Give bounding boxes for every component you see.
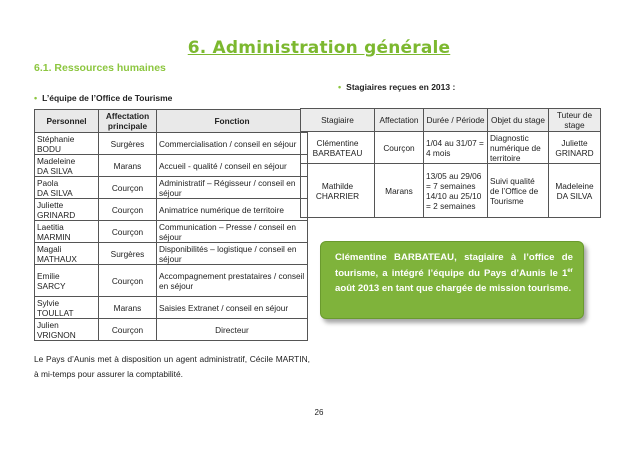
staff-role: Administratif – Régisseur / conseil en séjour: [157, 177, 308, 199]
intern-subject: Diagnostic numérique de territoire: [488, 132, 549, 164]
table-row: [35, 297, 308, 319]
table-row: [301, 164, 601, 218]
staff-site: Courçon: [99, 265, 157, 297]
staff-role: Accueil - qualité / conseil en séjour: [157, 155, 308, 177]
staff-name: Stéphanie BODU: [35, 133, 99, 155]
staff-site: Surgères: [99, 133, 157, 155]
intern-period: 13/05 au 29/06 = 7 semaines 14/10 au 25/10 = 2 semaines: [424, 164, 488, 218]
staff-role: Saisies Extranet / conseil en séjour: [157, 297, 308, 319]
intern-name: Mathilde CHARRIER: [301, 164, 375, 218]
table-row: [35, 133, 308, 155]
staff-name: Paola DA SILVA: [35, 177, 99, 199]
callout-box: [320, 241, 584, 319]
staff-name: Juliette GRINARD: [35, 199, 99, 221]
staff-site: Courçon: [99, 319, 157, 341]
staff-name: Laetitia MARMIN: [35, 221, 99, 243]
table-row: [301, 132, 601, 164]
bullet-icon: •: [34, 93, 38, 103]
table-header-row: [301, 109, 601, 132]
interns-heading: [338, 82, 455, 92]
staff-table: [34, 109, 308, 341]
table-row: [35, 221, 308, 243]
staff-site: Courçon: [99, 221, 157, 243]
intern-site: Marans: [375, 164, 424, 218]
column-header: Durée / Période: [424, 109, 488, 132]
column-header: Tuteur de stage: [549, 109, 601, 132]
staff-heading-text: L’équipe de l’Office de Tourisme: [42, 93, 173, 103]
table-row: [35, 199, 308, 221]
staff-name: Magali MATHAUX: [35, 243, 99, 265]
staff-role: Disponibilités – logistique / conseil en séjour: [157, 243, 308, 265]
staff-site: Marans: [99, 155, 157, 177]
table-row: [35, 265, 308, 297]
intern-subject: Suivi qualité de l’Office de Tourisme: [488, 164, 549, 218]
staff-name: Emilie SARCY: [35, 265, 99, 297]
callout-text: Clémentine BARBATEAU, stagiaire à l’office de tourisme, a intégré l’équipe du Pays d’Aunis le 1er août 2013 en tant que chargée de mission tourisme.: [335, 252, 573, 294]
staff-site: Surgères: [99, 243, 157, 265]
column-header: Stagiaire: [301, 109, 375, 132]
staff-site: Courçon: [99, 177, 157, 199]
intern-tutor: Juliette GRINARD: [549, 132, 601, 164]
column-header: Affectation: [375, 109, 424, 132]
table-row: [35, 243, 308, 265]
intern-name: Clémentine BARBATEAU: [301, 132, 375, 164]
staff-site: Courçon: [99, 199, 157, 221]
staff-name: Julien VRIGNON: [35, 319, 99, 341]
bullet-icon: •: [338, 82, 342, 92]
staff-role: Commercialisation / conseil en séjour: [157, 133, 308, 155]
section-heading: 6.1. Ressources humaines: [34, 62, 166, 74]
staff-role: Communication – Presse / conseil en séjour: [157, 221, 308, 243]
column-header: Personnel: [35, 110, 99, 133]
staff-name: Madeleine DA SILVA: [35, 155, 99, 177]
staff-role: Directeur: [157, 319, 308, 341]
staff-role: Animatrice numérique de territoire: [157, 199, 308, 221]
staff-site: Marans: [99, 297, 157, 319]
interns-heading-text: Stagiaires reçues en 2013 :: [346, 82, 456, 92]
page-title: 6. Administration générale: [187, 38, 451, 58]
table-row: [35, 177, 308, 199]
table-header-row: [35, 110, 308, 133]
intern-period: 1/04 au 31/07 = 4 mois: [424, 132, 488, 164]
column-header: Affectation principale: [99, 110, 157, 133]
intern-tutor: Madeleine DA SILVA: [549, 164, 601, 218]
staff-role: Accompagnement prestataires / conseil en séjour: [157, 265, 308, 297]
column-header: Objet du stage: [488, 109, 549, 132]
staff-heading: [34, 93, 172, 103]
table-row: [35, 155, 308, 177]
table-row: [35, 319, 308, 341]
column-header: Fonction: [157, 110, 308, 133]
page-number: 26: [314, 408, 324, 417]
intern-site: Courçon: [375, 132, 424, 164]
body-paragraph: Le Pays d’Aunis met à disposition un agent administratif, Cécile MARTIN, à mi-temps pour assurer la comptabilité.: [34, 354, 310, 379]
staff-name: Sylvie TOULLAT: [35, 297, 99, 319]
interns-table: [300, 108, 601, 218]
